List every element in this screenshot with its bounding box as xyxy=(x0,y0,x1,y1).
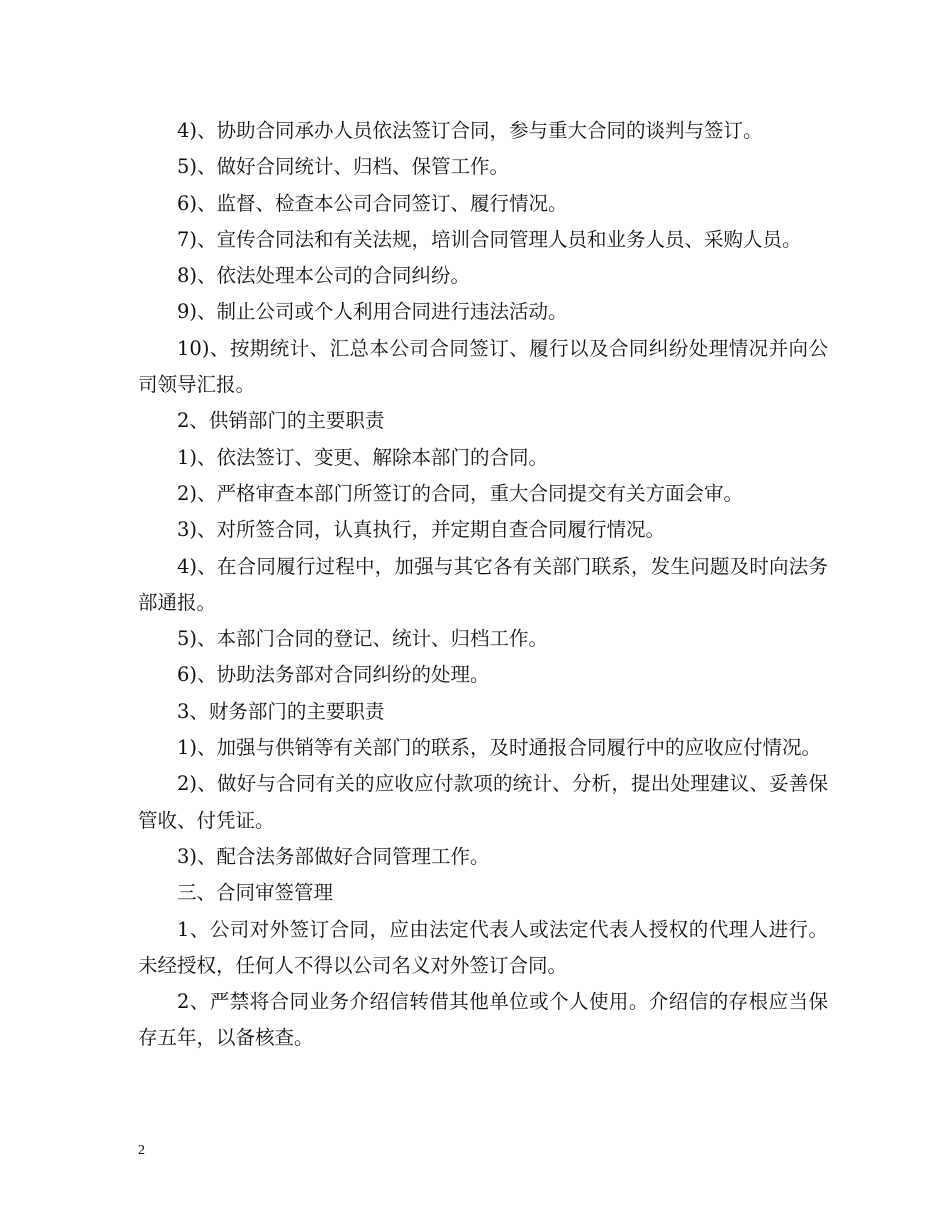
paragraph-11: 3)、对所签合同，认真执行，并定期自查合同履行情况。 xyxy=(177,518,666,542)
paragraph-6: 9)、制止公司或个人利用合同进行违法活动。 xyxy=(177,300,568,324)
paragraph-14: 6)、协助法务部对合同纠纷的处理。 xyxy=(177,663,490,687)
paragraph-5: 8)、依法处理本公司的合同纠纷。 xyxy=(177,264,471,288)
paragraph-12: 4)、在合同履行过程中，加强与其它各有关部门联系，发生问题及时向法务部通报。 xyxy=(138,554,828,614)
section-heading-sales: 2、供销部门的主要职责 xyxy=(177,409,385,433)
paragraph-3: 6)、监督、检查本公司合同签订、履行情况。 xyxy=(177,191,568,215)
page-number: 2 xyxy=(138,1143,145,1158)
paragraph-4: 7)、宣传合同法和有关法规，培训合同管理人员和业务人员、采购人员。 xyxy=(177,227,802,251)
paragraph-13: 5)、本部门合同的登记、统计、归档工作。 xyxy=(177,627,549,651)
paragraph-21: 2、严禁将合同业务介绍信转借其他单位或个人使用。介绍信的存根应当保存五年，以备核查。 xyxy=(138,990,828,1050)
section-heading-review: 三、合同审签管理 xyxy=(177,881,334,905)
paragraph-7: 10)、按期统计、汇总本公司合同签订、履行以及合同纠纷处理情况并向公司领导汇报。 xyxy=(138,336,828,397)
paragraph-20: 1、公司对外签订合同，应由法定代表人或法定代表人授权的代理人进行。未经授权，任何人不得以公司名义对外签订合同。 xyxy=(138,917,828,977)
paragraph-16: 1)、加强与供销等有关部门的联系，及时通报合同履行中的应收应付情况。 xyxy=(177,736,822,760)
paragraph-1: 4)、协助合同承办人员依法签订合同，参与重大合同的谈判与签订。 xyxy=(177,119,763,142)
paragraph-9: 1)、依法签订、变更、解除本部门的合同。 xyxy=(177,445,549,469)
paragraph-18: 3)、配合法务部做好合同管理工作。 xyxy=(177,844,490,868)
paragraph-10: 2)、严格审查本部门所签订的合同，重大合同提交有关方面会审。 xyxy=(177,481,744,505)
paragraph-2: 5)、做好合同统计、归档、保管工作。 xyxy=(177,155,510,179)
section-heading-finance: 3、财务部门的主要职责 xyxy=(177,699,385,723)
document-body xyxy=(138,113,828,1057)
paragraph-17: 2)、做好与合同有关的应收应付款项的统计、分析，提出处理建议、妥善保管收、付凭证。 xyxy=(138,772,828,832)
